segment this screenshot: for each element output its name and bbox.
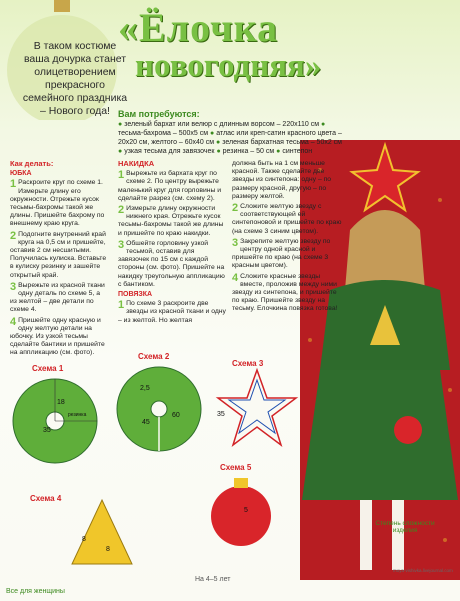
schema2-diagram xyxy=(112,362,207,457)
step-text: Измерьте длину окружности нижнего края. Отрежьте кусок тесьмы-бахромы такой же длины и пришейте по краю накидки. xyxy=(118,205,224,237)
skirt-step xyxy=(10,179,108,228)
headband-step xyxy=(232,238,342,271)
headband-step xyxy=(232,273,342,314)
step-text: Вырежьте из бархата круг по схеме 2. По центру вырежьте маленький круг для горловины и сделайте разрез (см. схему 2). xyxy=(118,170,222,202)
schema1-label: Схема 1 xyxy=(32,364,64,373)
material-item: ● атлас или креп-сатин красного цвета – 20х20 см, желтого – 60х40 см xyxy=(118,130,342,146)
schema1-diagram xyxy=(8,374,103,469)
materials-heading: Вам потребуются: xyxy=(118,109,200,119)
step-text: Вырежьте из красной ткани одну деталь по схеме 5, а из желтой – две детали по схеме 4. xyxy=(10,281,105,314)
material-item: ● зеленая бархатная тесьма – 50х2 см xyxy=(216,139,342,146)
material-item: ● зеленый бархат или велюр с длинным ворсом – 220х110 см xyxy=(118,121,320,128)
howto-heading: Как делать: xyxy=(10,159,54,168)
footer-credit: moya-vishivka.livejournal.com xyxy=(393,568,453,573)
schema4-diagram xyxy=(70,496,135,568)
step-number: 2 xyxy=(10,230,17,242)
step-number: 4 xyxy=(232,272,239,284)
step-number: 3 xyxy=(118,239,125,251)
schema4-dim1: 8 xyxy=(82,536,86,543)
cape-step xyxy=(118,205,226,238)
materials-list xyxy=(118,110,348,156)
schema1-band: резинка xyxy=(68,412,87,418)
skirt-step xyxy=(10,317,108,358)
material-item: ● узкая тесьма для завязочек xyxy=(118,148,215,155)
intro-text: В таком костюме ваша дочурка станет олицетворением прекрасного семейного праздника – Нового года! xyxy=(22,40,128,117)
material-item: ● синтепон xyxy=(276,148,313,155)
step-number: 3 xyxy=(10,281,17,293)
step-text: Раскроите круг по схеме 1. Измерьте длину его окружности. Отрежьте кусок тесьмы-бахромы такой же длины. Пришейте бахрому по внешнему краю круга. xyxy=(10,179,105,228)
step-number: 1 xyxy=(118,300,125,312)
footer-magazine: Все для женщины xyxy=(6,588,65,595)
cape-heading: НАКИДКА xyxy=(118,159,155,168)
materials-items xyxy=(118,120,348,156)
schema1-dim1: 35 xyxy=(43,427,51,434)
cape-step xyxy=(118,240,226,289)
column-cape xyxy=(118,160,226,327)
title-line1: «Ёлочка xyxy=(118,5,279,50)
step-text: Пришейте одну красную и одну желтую детали на юбочку. Из узкой тесьмы сделайте бантики и пришейте на аппликацию (см. фото). xyxy=(10,316,105,357)
column-headband xyxy=(232,160,342,316)
schema5-dim1: 5 xyxy=(244,507,248,514)
schema4-dim2: 8 xyxy=(106,546,110,553)
step-text: Закрепите желтую звезду по центру одной красной и пришейте по краю (на схеме 3 красным цветом). xyxy=(232,237,331,270)
headband-heading: ПОВЯЗКА xyxy=(118,291,153,299)
step-number: 3 xyxy=(232,237,239,249)
skirt-heading: ЮБКА xyxy=(10,170,32,178)
step-text: Сложите красные звезды вместе, проложив между ними звезду из синтепона, и пришейте по краю. Пришейте звезду на тесьму. Елочкина повязка готова! xyxy=(232,272,338,313)
material-item: ● тесьма-бахрома – 500х5 см xyxy=(118,121,326,137)
schema1-dim2: 18 xyxy=(57,399,65,406)
step-number: 1 xyxy=(10,179,17,191)
schema2-dim1: 2,5 xyxy=(140,385,150,392)
column-skirt xyxy=(10,160,108,360)
age-label: На 4–5 лет xyxy=(195,576,231,583)
step-text: По схеме 3 раскроите две звезды из красной ткани и одну – из желтой. Но желтая xyxy=(118,300,226,324)
schema2-label: Схема 2 xyxy=(138,352,170,361)
step-number: 1 xyxy=(118,170,125,182)
step-text: Сложите желтую звезду с соответствующей ей синтепоновой и пришейте по краю (на схеме 3 синим цветом). xyxy=(232,203,342,235)
step-number: 2 xyxy=(232,203,239,215)
title-line2: новогодняя» xyxy=(135,48,322,84)
headband-step xyxy=(118,300,226,325)
skirt-step xyxy=(10,231,108,280)
schema3-label: Схема 3 xyxy=(232,359,264,368)
step-text: Обшейте горловину узкой тесьмой, оставив для завязочек по 15 см с каждой стороны (см. фото). Пришейте на накидку треугольную аппликацию с бантиком. xyxy=(118,239,225,288)
schema5-label: Схема 5 xyxy=(220,463,252,472)
step-number: 2 xyxy=(118,205,125,217)
step-number: 4 xyxy=(10,316,17,328)
skirt-step xyxy=(10,282,108,315)
step-text: Подогните внутренний край круга на 0,5 см и пришейте, оставив 2 см несшитыми. Получилась кулиска. Вставьте в кулиску резинку и зашейте открытый край. xyxy=(10,230,107,279)
headband-lead: должна быть на 1 см меньше красной. Также сделайте две звезды из синтепона: одну – по размеру красной, другую – по размеру желтой. xyxy=(232,160,332,200)
material-item: ● резинка – 50 см xyxy=(216,148,275,155)
schema3-diagram xyxy=(215,366,300,451)
schema5-diagram xyxy=(206,472,276,548)
schema2-dim2: 45 xyxy=(142,419,150,426)
cape-step xyxy=(118,170,226,203)
headband-step xyxy=(232,203,342,236)
schema4-label: Схема 4 xyxy=(30,494,62,503)
schema3-dim1: 35 xyxy=(217,411,225,418)
schema2-dim3: 60 xyxy=(172,412,180,419)
difficulty-badge: Степень сложности изделия xyxy=(375,520,435,534)
